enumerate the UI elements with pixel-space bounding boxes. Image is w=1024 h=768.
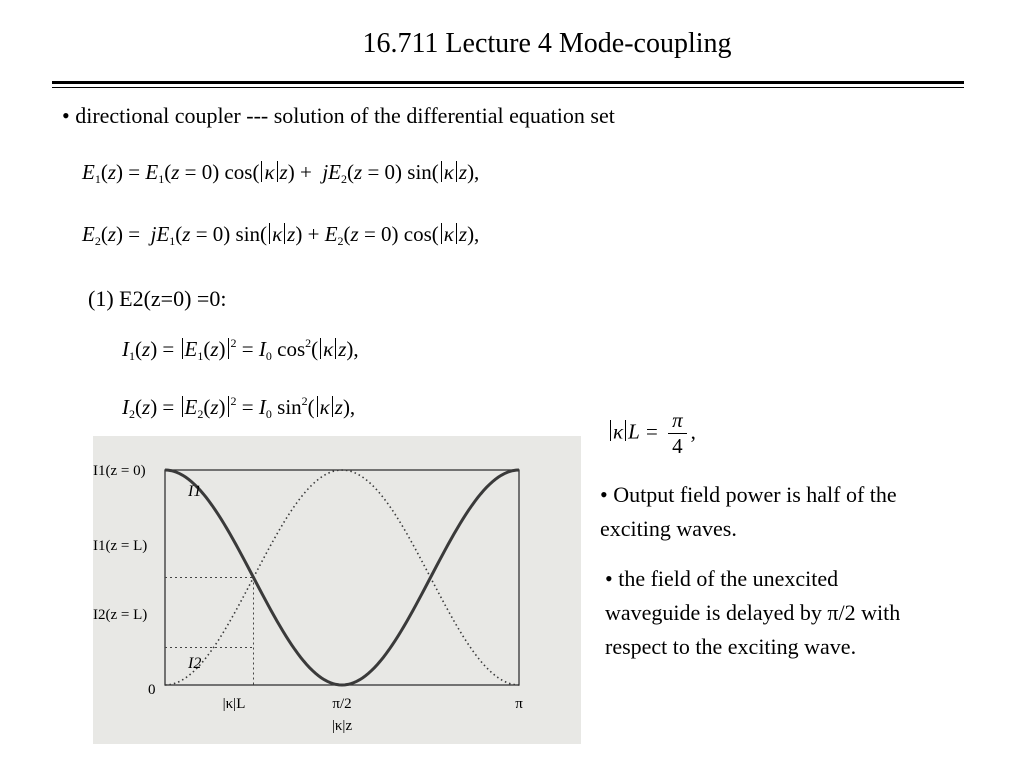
kappa-l-tail: , xyxy=(690,419,696,444)
case-label: (1) E2(z=0) =0: xyxy=(88,286,227,311)
curve-label-i1: I1 xyxy=(188,483,202,500)
slide-title: 16.711 Lecture 4 Mode-coupling xyxy=(362,28,732,59)
y-label-i1-z0: I1(z = 0) xyxy=(93,463,146,479)
y-label-i2-zl: I2(z = L) xyxy=(93,607,148,623)
x-label-pi: π xyxy=(515,696,523,712)
title-rule-thick xyxy=(52,81,964,84)
fraction-numerator: π xyxy=(668,408,687,434)
y-label-zero: 0 xyxy=(148,682,156,698)
fraction-denominator: 4 xyxy=(672,434,683,458)
bullet-directional-coupler: • directional coupler --- solution of the differential equation set xyxy=(62,103,615,128)
x-axis-title: |κ|z xyxy=(331,718,353,734)
equation-i1: $I_1(z) = E_1(z) ^2 = I_0$ $\cos^2$( κ z), xyxy=(122,336,359,363)
kappa-l-fraction xyxy=(668,408,687,459)
x-label-kappa-l: |κ|L xyxy=(222,696,246,712)
equation-e2: $E_2(z) = jE_1(z = 0)$ sin( κ $z) + E_2(z = 0)$ cos( κ z), xyxy=(82,222,480,248)
equation-e1: $E_1(z) = E_1(z = 0)$ cos( κ $z) + jE_2(z = 0)$ sin( κ z), xyxy=(82,160,480,186)
y-label-i1-zl: I1(z = L) xyxy=(93,538,148,554)
note-output-power: • Output field power is half of the exciting waves. xyxy=(600,482,897,541)
equation-kappa-l: κ L = $\frac{\pi}{4}$ , xyxy=(608,408,696,459)
kappa-l-lhs: L = xyxy=(628,419,659,444)
equation-i2: $I_2(z) = E_2(z) ^2 = I_0$ $\sin^2$( κ z), xyxy=(122,394,356,421)
title-rule-thin xyxy=(52,87,964,88)
coupling-plot xyxy=(93,436,581,744)
x-label-pi-half: π/2 xyxy=(332,696,352,712)
note-phase-delay: • the field of the unexcited waveguide is delayed by π/2 with respect to the exciting wave. xyxy=(605,566,901,659)
curve-label-i2: I2 xyxy=(188,655,202,672)
